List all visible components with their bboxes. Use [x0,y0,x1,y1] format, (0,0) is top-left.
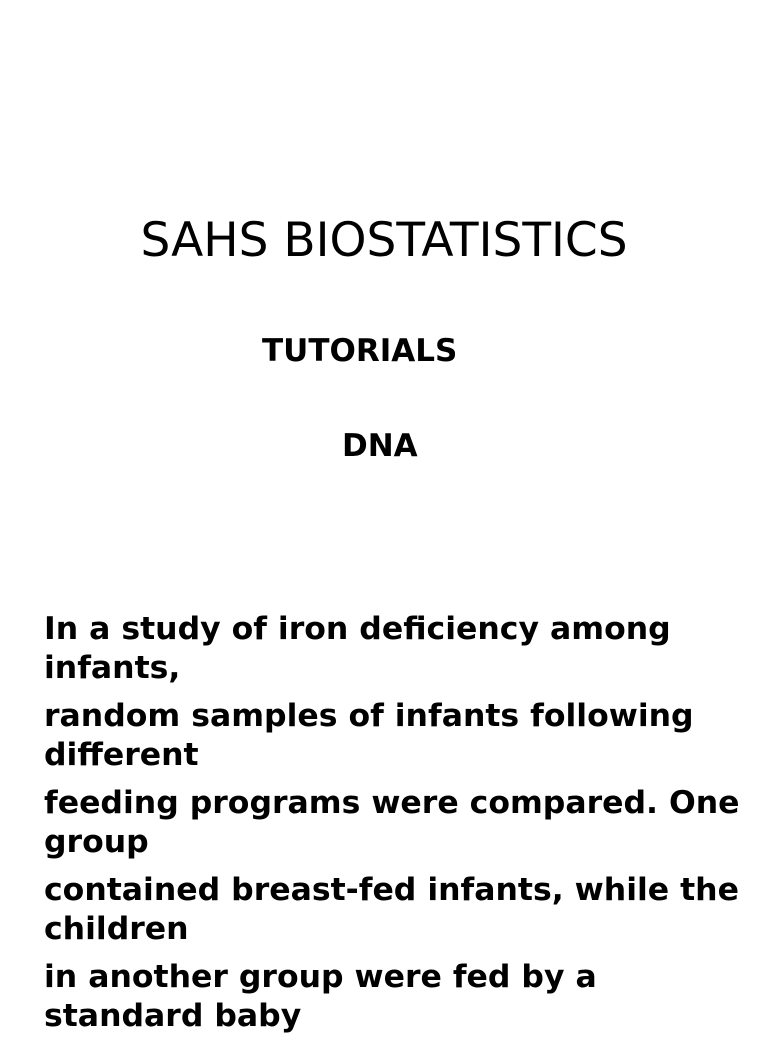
paragraph: feeding programs were compared. One group [44,785,740,860]
paragraph: in another group were fed by a standard baby [44,959,597,1034]
paragraph: random samples of infants following different [44,698,694,773]
body-text [44,610,744,1045]
subtitle-dna: DNA [342,428,418,464]
subtitle-tutorials: TUTORIALS [262,333,458,369]
document-title: SAHS BIOSTATISTICS [140,213,628,268]
paragraph: In a study of iron deficiency among infants, [44,611,671,686]
paragraph: contained breast-fed infants, while the children [44,872,739,947]
